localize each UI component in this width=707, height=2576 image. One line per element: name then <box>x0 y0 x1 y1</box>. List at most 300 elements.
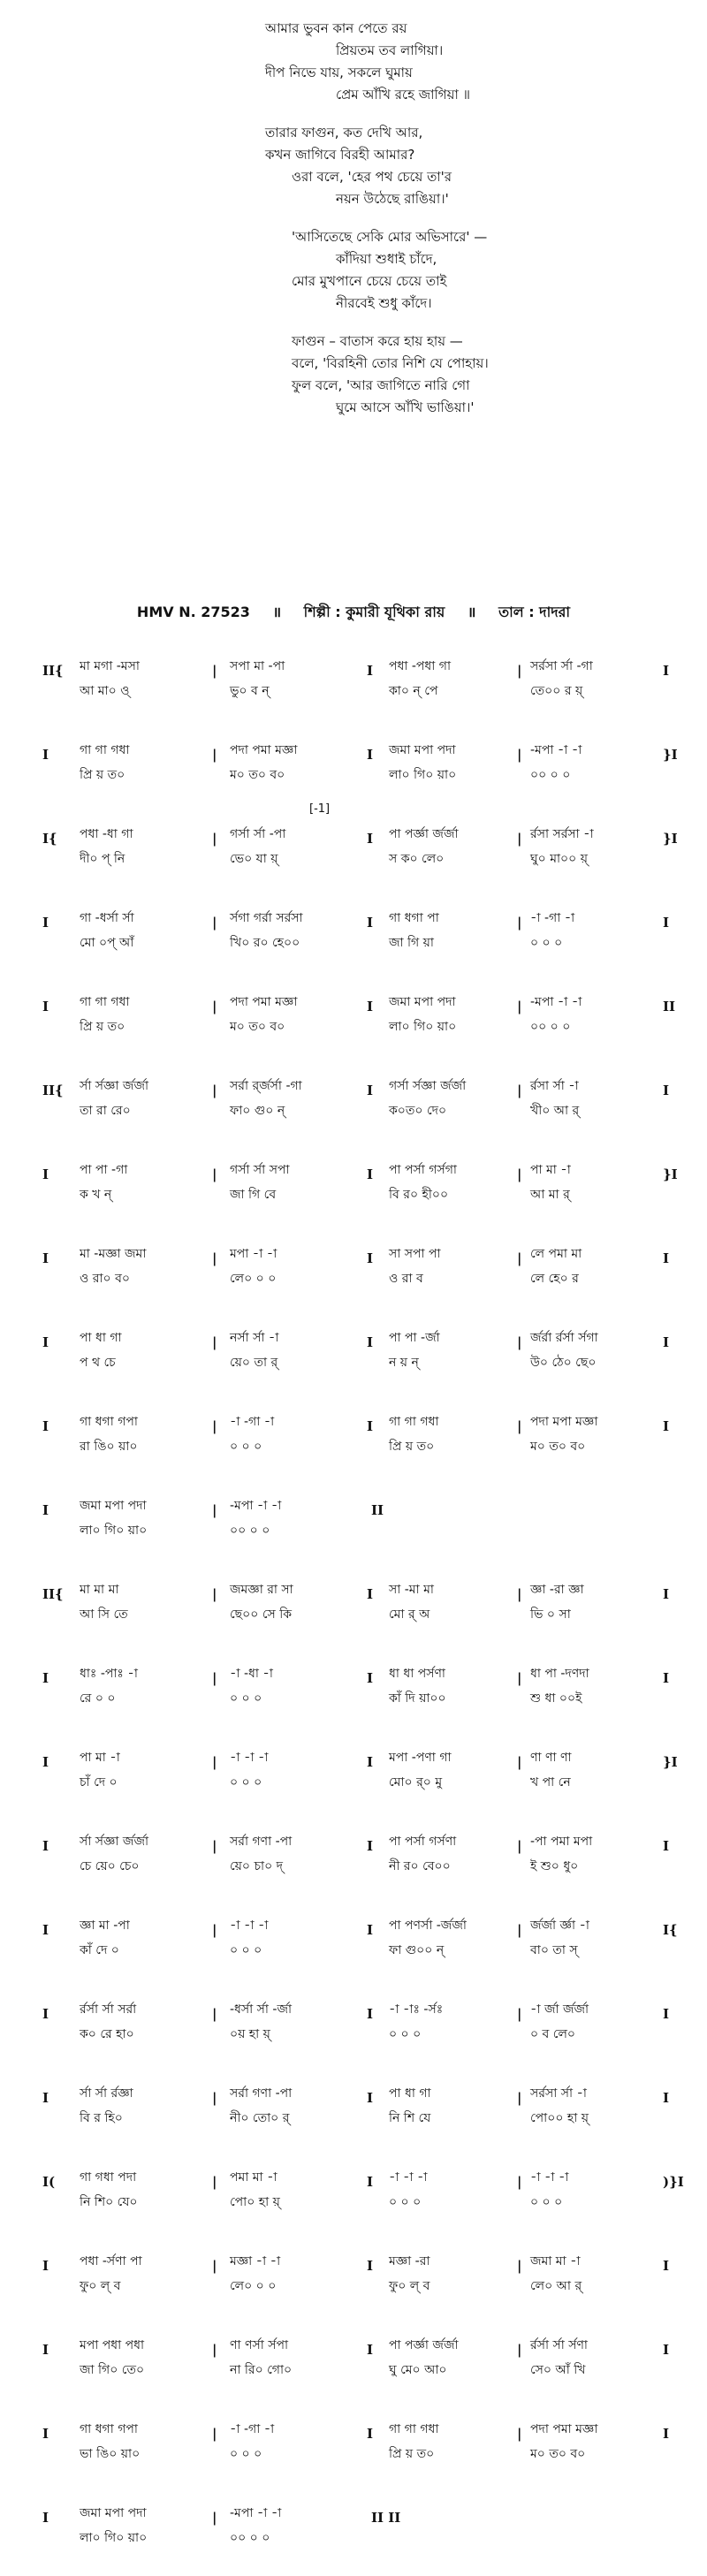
bar-open: I <box>42 1922 49 1938</box>
bar-close: I <box>663 1838 670 1854</box>
swara-cell: -মপা -া -া <box>530 995 582 1009</box>
bar-close: }I <box>663 1166 678 1182</box>
header-separator: ॥ <box>272 604 282 620</box>
swara-cell: গর্সা র্সা -পা <box>230 827 286 841</box>
swara-cell: ণা ণা ণা <box>530 1751 572 1765</box>
beat-separator: | <box>212 915 217 931</box>
beat-separator: | <box>212 2510 217 2526</box>
bar-close: I <box>663 1418 670 1434</box>
lyric-cell: ০ ০ ০ <box>530 936 563 950</box>
swara-cell: -া -গা -া <box>530 911 575 925</box>
swara-cell: ধা ধা পর্সণা <box>389 1667 445 1681</box>
lyric-cell: শু ধা ০০ই <box>530 1691 582 1706</box>
bar-open: I <box>42 915 49 931</box>
lyric-cell: ০ ০ ০ <box>230 1943 262 1957</box>
lyric-cell: লা০ গি০ য়া০ <box>80 2531 148 2545</box>
poem-line: মোর মুখপানে চেয়ে চেয়ে তাই <box>292 273 447 289</box>
lyric-cell: ঘু মে০ আ০ <box>389 2363 447 2377</box>
bar-open: I <box>42 2342 49 2358</box>
beat-separator: | <box>212 1418 217 1434</box>
swara-cell: সর্রসা র্সা -া <box>530 2086 587 2101</box>
swara-cell: র্রর্সা র্সা সর্রা <box>80 2002 137 2017</box>
swara-cell: সা সপা পা <box>389 1247 441 1261</box>
bracket-note: [-1] <box>309 802 331 816</box>
lyric-cell: নী০ তো০ র্ <box>230 2111 290 2125</box>
swara-cell: পা পা -গা <box>80 1163 128 1177</box>
swara-cell: র্রর্সা র্সা র্সণা <box>530 2338 588 2352</box>
lyric-cell: ০ ০ ০ <box>230 1440 262 1454</box>
lyric-cell: প্রি য় ত০ <box>389 2447 435 2461</box>
bar-open: II{ <box>42 1083 64 1098</box>
swara-cell: গা ধগা পা <box>389 911 439 925</box>
beat-separator: I <box>367 1670 374 1686</box>
lyric-cell: ফু০ ল্ ব <box>80 2279 121 2293</box>
bar-open: II{ <box>42 1586 64 1602</box>
poem-line: নয়ন উঠেছে রাঙিয়া।' <box>336 191 449 207</box>
beat-separator: | <box>212 2174 217 2190</box>
lyric-cell: ০ ব লে০ <box>530 2027 576 2041</box>
poem-stanza <box>0 226 707 315</box>
beat-separator: I <box>367 1166 374 1182</box>
beat-separator: | <box>212 2258 217 2274</box>
song-header <box>0 601 707 625</box>
swara-cell: সা -মা মা <box>389 1583 434 1597</box>
swara-cell: মপা -া -া <box>230 1247 277 1261</box>
header-separator-2: ॥ <box>467 604 476 620</box>
swara-cell: মজ্ঞা -রা <box>389 2254 430 2268</box>
beat-separator: | <box>517 663 522 679</box>
swara-cell: সপা মা -পা <box>230 659 285 673</box>
poem-line: প্রেম আঁখি রহে জাগিয়া ॥ <box>336 87 471 103</box>
record-number: HMV N. 27523 <box>136 604 250 620</box>
beat-separator: I <box>367 915 374 931</box>
beat-separator: | <box>212 2006 217 2022</box>
swara-cell: নর্সা র্সা -া <box>230 1331 279 1345</box>
lyric-cell: ক খ ন্ <box>80 1188 112 1202</box>
lyric-cell: প্রি য় ত০ <box>389 1440 435 1454</box>
lyric-cell: প্রি য় ত০ <box>80 768 125 782</box>
swara-cell: র্সা র্সা র্রজ্ঞা <box>80 2086 133 2101</box>
notation-row <box>0 981 707 1065</box>
swara-cell: পা মা -া <box>530 1163 571 1177</box>
lyric-cell: ০ ০ ০ <box>530 2195 563 2209</box>
notation-row <box>0 1401 707 1485</box>
bar-open: I <box>42 1838 49 1854</box>
beat-separator: I <box>367 2426 374 2442</box>
lyric-cell: আ সি তে <box>80 1607 128 1622</box>
notation-row <box>0 2492 707 2576</box>
bar-open: I <box>42 1670 49 1686</box>
swara-cell: ণা ণর্সা র্সপা <box>230 2338 289 2352</box>
notation-row <box>0 645 707 729</box>
lyric-cell: উ০ ঠে০ ছে০ <box>530 1356 597 1370</box>
bar-close: II II <box>371 2510 401 2526</box>
bar-open: I{ <box>42 831 57 847</box>
lyric-cell: ন য় ন্ <box>389 1356 419 1370</box>
lyric-cell: নি শি যে <box>389 2111 431 2125</box>
beat-separator: | <box>212 2342 217 2358</box>
swara-cell: পদা মপা মজ্ঞা <box>530 1415 598 1429</box>
swara-cell: মপা পধা পধা <box>80 2338 145 2352</box>
beat-separator: | <box>212 1334 217 1350</box>
lyric-cell: লে০ আ র্ <box>530 2279 582 2293</box>
poem-line: আমার ভুবন কান পেতে রয় <box>265 20 407 36</box>
lyric-cell: জা গি০ তে০ <box>80 2363 145 2377</box>
notation-row <box>0 897 707 981</box>
swara-cell: মপা -পণা গা <box>389 1751 452 1765</box>
lyric-cell: চাঁ দে ০ <box>80 1775 118 1790</box>
lyric-cell: পো০০ হা য়্ <box>530 2111 589 2125</box>
lyric-cell: ও রা০ ব০ <box>80 1272 130 1286</box>
bar-close: I <box>663 1586 670 1602</box>
swara-cell: জমা মপা পদা <box>80 2506 147 2520</box>
swara-cell: সর্রসা র্সা -গা <box>530 659 593 673</box>
lyric-cell: জা গি য়া <box>389 936 434 950</box>
beat-separator: | <box>517 1418 522 1434</box>
swara-cell: র্জর্জা র্জ্ঞা -া <box>530 1919 589 1933</box>
swara-cell: গর্সা র্সা সপা <box>230 1163 290 1177</box>
tala-name: তাল : দাদরা <box>498 604 571 620</box>
beat-separator: I <box>367 1334 374 1350</box>
beat-separator: | <box>517 915 522 931</box>
bar-open: I <box>42 1418 49 1434</box>
swaralipi-notation <box>0 645 707 2576</box>
bar-open: I( <box>42 2174 56 2190</box>
poem-line: 'আসিতেছে সেকি মোর অভিসারে' — <box>292 229 488 245</box>
beat-separator: | <box>517 2090 522 2106</box>
bar-close: I <box>663 1670 670 1686</box>
beat-separator: | <box>517 747 522 763</box>
poem-line: ওরা বলে, 'হের পথ চেয়ে তা'র <box>292 169 452 185</box>
bar-close: }I <box>663 747 678 763</box>
lyric-cell: ফু০ ল্ ব <box>389 2279 430 2293</box>
lyric-cell: ০০ ০ ০ <box>230 2531 270 2545</box>
swara-cell: র্সগা গর্রা সর্রসা <box>230 911 303 925</box>
swara-cell: ধা পা -দণদা <box>530 1667 589 1681</box>
beat-separator: I <box>367 2090 374 2106</box>
lyric-cell: ০য় হা য়্ <box>230 2027 270 2041</box>
lyric-cell: প্রি য় ত০ <box>80 1020 125 1034</box>
swara-cell: -া র্জা র্জর্জা <box>530 2002 589 2017</box>
lyric-cell: চে য়ে০ চে০ <box>80 1859 140 1873</box>
swara-cell: পধা -র্সণা পা <box>80 2254 142 2268</box>
swara-cell: -ধর্সা র্সা -র্জা <box>230 2002 293 2017</box>
beat-separator: | <box>517 1922 522 1938</box>
beat-separator: | <box>517 1250 522 1266</box>
beat-separator: | <box>212 999 217 1014</box>
lyric-cell: ক০ রে হা০ <box>80 2027 134 2041</box>
swara-cell: গা গধা পদা <box>80 2170 137 2185</box>
swara-cell: গা গা গধা <box>389 2422 439 2436</box>
bar-close: I <box>663 1250 670 1266</box>
swara-cell: পদা পমা মজ্ঞা <box>230 743 298 757</box>
swara-cell: জমা মপা পদা <box>389 995 456 1009</box>
lyric-cell: দী০ প্ নি <box>80 852 125 866</box>
bar-close: I <box>663 915 670 931</box>
swara-cell: -া -া -া <box>230 1919 269 1933</box>
bar-open: I <box>42 2090 49 2106</box>
notation-row <box>0 2324 707 2408</box>
swara-cell: পা পর্সা গর্সগা <box>389 1163 457 1177</box>
swara-cell: মজ্ঞা -া -া <box>230 2254 281 2268</box>
beat-separator: I <box>367 663 374 679</box>
beat-separator: | <box>212 1922 217 1938</box>
notation-row <box>0 1485 707 1569</box>
lyric-cell: প থ চে <box>80 1356 116 1370</box>
bar-close: I <box>663 2426 670 2442</box>
bar-open: I <box>42 2426 49 2442</box>
swara-cell: -া -া -া <box>389 2170 428 2185</box>
swara-cell: পা ধা গা <box>389 2086 431 2101</box>
beat-separator: | <box>517 2342 522 2358</box>
lyric-cell: বা০ তা স্ <box>530 1943 578 1957</box>
lyric-cell: আ মা০ ও্ <box>80 684 130 698</box>
lyric-cell: মো০ র্০ মু <box>389 1775 443 1790</box>
lyric-cell: তে০০ র য়্ <box>530 684 583 698</box>
swara-cell: গা গা গধা <box>80 743 130 757</box>
lyric-cell: স ক০ লে০ <box>389 852 445 866</box>
poem-line: প্রিয়তম তব লাগিয়া। <box>336 42 444 58</box>
lyric-cell: ভা ঙি০ য়া০ <box>80 2447 141 2461</box>
bar-open: I <box>42 2006 49 2022</box>
beat-separator: I <box>367 1250 374 1266</box>
swara-cell: র্রসা র্সা -া <box>530 1079 579 1093</box>
poem-line: তারার ফাগুন, কত দেখি আর, <box>265 125 423 141</box>
beat-separator: I <box>367 2258 374 2274</box>
swara-cell: -া -া -া <box>530 2170 569 2185</box>
lyric-cell: পো০ হা য়্ <box>230 2195 280 2209</box>
lyric-cell: নি শি০ যে০ <box>80 2195 138 2209</box>
swara-cell: র্সা র্সজ্ঞা র্জর্জা <box>80 1835 149 1849</box>
bar-close: )}I <box>663 2174 684 2190</box>
lyric-cell: আ মা র্ <box>530 1188 570 1202</box>
bar-close: I <box>663 2006 670 2022</box>
poem-line: কাঁদিয়া শুধাই চাঁদে, <box>336 251 437 267</box>
lyric-cell: ফা০ গু০ ন্ <box>230 1104 285 1118</box>
beat-separator: | <box>517 2426 522 2442</box>
beat-separator: | <box>517 1754 522 1770</box>
lyric-cell: কা০ ন্ পে <box>389 684 438 698</box>
lyric-cell: জা গি বে <box>230 1188 277 1202</box>
beat-separator: | <box>517 999 522 1014</box>
beat-separator: | <box>212 1838 217 1854</box>
swara-cell: ধাঃ -পাঃ -া <box>80 1667 138 1681</box>
swara-cell: -া -া -া <box>230 1751 269 1765</box>
beat-separator: | <box>517 2006 522 2022</box>
beat-separator: | <box>212 831 217 847</box>
beat-separator: I <box>367 747 374 763</box>
lyric-cell: ০০ ০ ০ <box>230 1524 270 1538</box>
swara-cell: গা ধগা গপা <box>80 1415 138 1429</box>
swara-cell: -া -াঃ -র্সঃ <box>389 2002 444 2017</box>
swara-cell: মা মগা -মসা <box>80 659 140 673</box>
poem-stanza <box>0 122 707 210</box>
swara-cell: পদা পমা মজ্ঞা <box>230 995 298 1009</box>
lyric-cell: সে০ আঁ খি <box>530 2363 586 2377</box>
beat-separator: I <box>367 2342 374 2358</box>
swara-cell: র্রসা সর্রসা -া <box>530 827 594 841</box>
lyric-cell: কাঁ দে ০ <box>80 1943 119 1957</box>
swara-cell: গা -ধর্সা র্সা <box>80 911 134 925</box>
lyric-cell: বি র হি০ <box>80 2111 123 2125</box>
poem-line: ফাগুন – বাতাস করে হায় হায় — <box>292 333 463 349</box>
notation-row <box>0 1149 707 1233</box>
lyric-cell: কাঁ দি য়া০০ <box>389 1691 446 1706</box>
swara-cell: গা গা গধা <box>389 1415 439 1429</box>
bar-close: I <box>663 1083 670 1098</box>
swara-cell: জ্ঞা মা -পা <box>80 1919 130 1933</box>
bar-close: }I <box>663 831 678 847</box>
swara-cell: পা পর্সা গর্সণা <box>389 1835 457 1849</box>
poem-line: ঘুমে আসে আঁখি ভাঙিয়া।' <box>336 399 475 415</box>
poem-line: কখন জাগিবে বিরহী আমার? <box>265 147 415 163</box>
beat-separator: | <box>212 747 217 763</box>
bar-open: I <box>42 2258 49 2274</box>
notation-row <box>0 1820 707 1904</box>
swara-cell: পধা -ধা গা <box>80 827 133 841</box>
swara-cell: পমা মা -া <box>230 2170 277 2185</box>
bar-close: I <box>663 2258 670 2274</box>
swara-cell: পদা পমা মজ্ঞা <box>530 2422 598 2436</box>
notation-row <box>0 2240 707 2324</box>
swara-cell: -মপা -া -া <box>230 1499 282 1513</box>
lyric-cell: ছে০০ সে কি <box>230 1607 292 1622</box>
beat-separator: | <box>517 2174 522 2190</box>
bar-open: I <box>42 1166 49 1182</box>
notation-row <box>0 1233 707 1317</box>
swara-cell: পা মা -া <box>80 1751 120 1765</box>
bar-close: II <box>371 1502 384 1518</box>
bar-open: I <box>42 1502 49 1518</box>
lyric-cell: য়ে০ চা০ দ্ <box>230 1859 284 1873</box>
lyric-cell: ভু০ ব ন্ <box>230 684 270 698</box>
lyric-cell: তা রা রে০ <box>80 1104 131 1118</box>
swara-cell: -পা পমা মপা <box>530 1835 593 1849</box>
beat-separator: I <box>367 2006 374 2022</box>
poem-line: নীরবেই শুধু কাঁদে। <box>336 295 432 311</box>
lyric-cell: ফা গু০০ ন্ <box>389 1943 445 1957</box>
notation-row <box>0 1988 707 2072</box>
bar-close: II <box>663 999 676 1014</box>
lyric-cell: বি র০ হী০০ <box>389 1188 449 1202</box>
beat-separator: I <box>367 1083 374 1098</box>
swara-cell: পধা -পধা গা <box>389 659 452 673</box>
bar-close: I <box>663 663 670 679</box>
beat-separator: | <box>212 1083 217 1098</box>
lyric-cell: ম০ ত০ ব০ <box>530 2447 586 2461</box>
lyrics-poem <box>0 18 707 435</box>
lyric-cell: ০ ০ ০ <box>230 1691 262 1706</box>
lyric-cell: লা০ গি০ য়া০ <box>389 768 457 782</box>
swara-cell: জমা মা -া <box>530 2254 581 2268</box>
lyric-cell: ০ ০ ০ <box>389 2027 422 2041</box>
notation-row <box>0 1317 707 1401</box>
lyric-cell: ও রা ব <box>389 1272 423 1286</box>
beat-separator: | <box>517 2258 522 2274</box>
swara-cell: পা পর্জ্ঞা র্জর্জা <box>389 827 459 841</box>
lyric-cell: খি০ র০ হে০০ <box>230 936 300 950</box>
swara-cell: সর্রা গণা -পা <box>230 2086 293 2101</box>
swara-cell: সর্রা র্র্জর্সা -গা <box>230 1079 302 1093</box>
beat-separator: | <box>212 663 217 679</box>
poem-stanza <box>0 331 707 419</box>
swara-cell: র্সা র্সজ্ঞা র্জর্জা <box>80 1079 149 1093</box>
artist-name: শিল্পী : কুমারী যূথিকা রায় <box>303 604 445 620</box>
notation-row <box>0 2072 707 2156</box>
beat-separator: | <box>212 2090 217 2106</box>
beat-separator: I <box>367 999 374 1014</box>
lyric-cell: লে০ ০ ০ <box>230 2279 277 2293</box>
swara-cell: -মপা -া -া <box>530 743 582 757</box>
lyric-cell: রে ০ ০ <box>80 1691 116 1706</box>
bar-close: I <box>663 1334 670 1350</box>
swara-cell: মা মা মা <box>80 1583 119 1597</box>
lyric-cell: ভে০ যা য়্ <box>230 852 278 866</box>
beat-separator: | <box>517 1670 522 1686</box>
swara-cell: পা পণর্সা -র্জর্জা <box>389 1919 467 1933</box>
swara-cell: -া -গা -া <box>230 1415 275 1429</box>
beat-separator: I <box>367 1418 374 1434</box>
lyric-cell: ক০ত০ দে০ <box>389 1104 447 1118</box>
bar-close: I <box>663 2342 670 2358</box>
lyric-cell: না রি০ গো০ <box>230 2363 293 2377</box>
lyric-cell: খ পা নে <box>530 1775 571 1790</box>
bar-open: I <box>42 2510 49 2526</box>
swara-cell: সর্রা গণা -পা <box>230 1835 293 1849</box>
beat-separator: | <box>517 1166 522 1182</box>
swara-cell: জমা মপা পদা <box>389 743 456 757</box>
notation-row <box>0 729 707 813</box>
bar-open: I <box>42 747 49 763</box>
lyric-cell: ০ ০ ০ <box>389 2195 422 2209</box>
swara-cell: পা পর্জ্ঞা র্জর্জা <box>389 2338 459 2352</box>
lyric-cell: য়ে০ তা র্ <box>230 1356 278 1370</box>
beat-separator: | <box>212 2426 217 2442</box>
lyric-cell: নী র০ বে০০ <box>389 1859 451 1873</box>
lyric-cell: লা০ গি০ য়া০ <box>80 1524 148 1538</box>
lyric-cell: ০ ০ ০ <box>230 2447 262 2461</box>
beat-separator: I <box>367 2174 374 2190</box>
lyric-cell: লে০ ০ ০ <box>230 1272 277 1286</box>
swara-cell: জমজ্ঞা রা সা <box>230 1583 293 1597</box>
beat-separator: | <box>517 1586 522 1602</box>
lyric-cell: খী০ আ র্ <box>530 1104 580 1118</box>
lyric-cell: ভি ০ সা <box>530 1607 571 1622</box>
notation-row <box>0 1736 707 1820</box>
poem-stanza <box>0 18 707 106</box>
beat-separator: | <box>212 1586 217 1602</box>
swara-cell: -মপা -া -া <box>230 2506 282 2520</box>
poem-line: বলে, 'বিরহিনী তোর নিশি যে পোহায়। <box>292 355 489 371</box>
lyric-cell: ম০ ত০ ব০ <box>530 1440 586 1454</box>
swara-cell: র্জর্রা র্রর্সা র্সগা <box>530 1331 598 1345</box>
notation-row <box>0 2156 707 2240</box>
bar-close: }I <box>663 1754 678 1770</box>
notation-row <box>0 2408 707 2492</box>
poem-line: দীপ নিভে যায়, সকলে ঘুমায় <box>265 65 413 80</box>
swara-cell: গা গা গধা <box>80 995 130 1009</box>
beat-separator: | <box>212 1754 217 1770</box>
lyric-cell: লা০ গি০ য়া০ <box>389 1020 457 1034</box>
beat-separator: | <box>212 1502 217 1518</box>
poem-line: ফুল বলে, 'আর জাগিতে নারি গো <box>292 377 470 393</box>
beat-separator: I <box>367 1922 374 1938</box>
notation-row <box>0 1653 707 1736</box>
swara-cell: মা -মজ্ঞা জমা <box>80 1247 147 1261</box>
notation-row <box>0 1569 707 1653</box>
beat-separator: I <box>367 831 374 847</box>
lyric-cell: ঘু০ মা০০ য়্ <box>530 852 588 866</box>
